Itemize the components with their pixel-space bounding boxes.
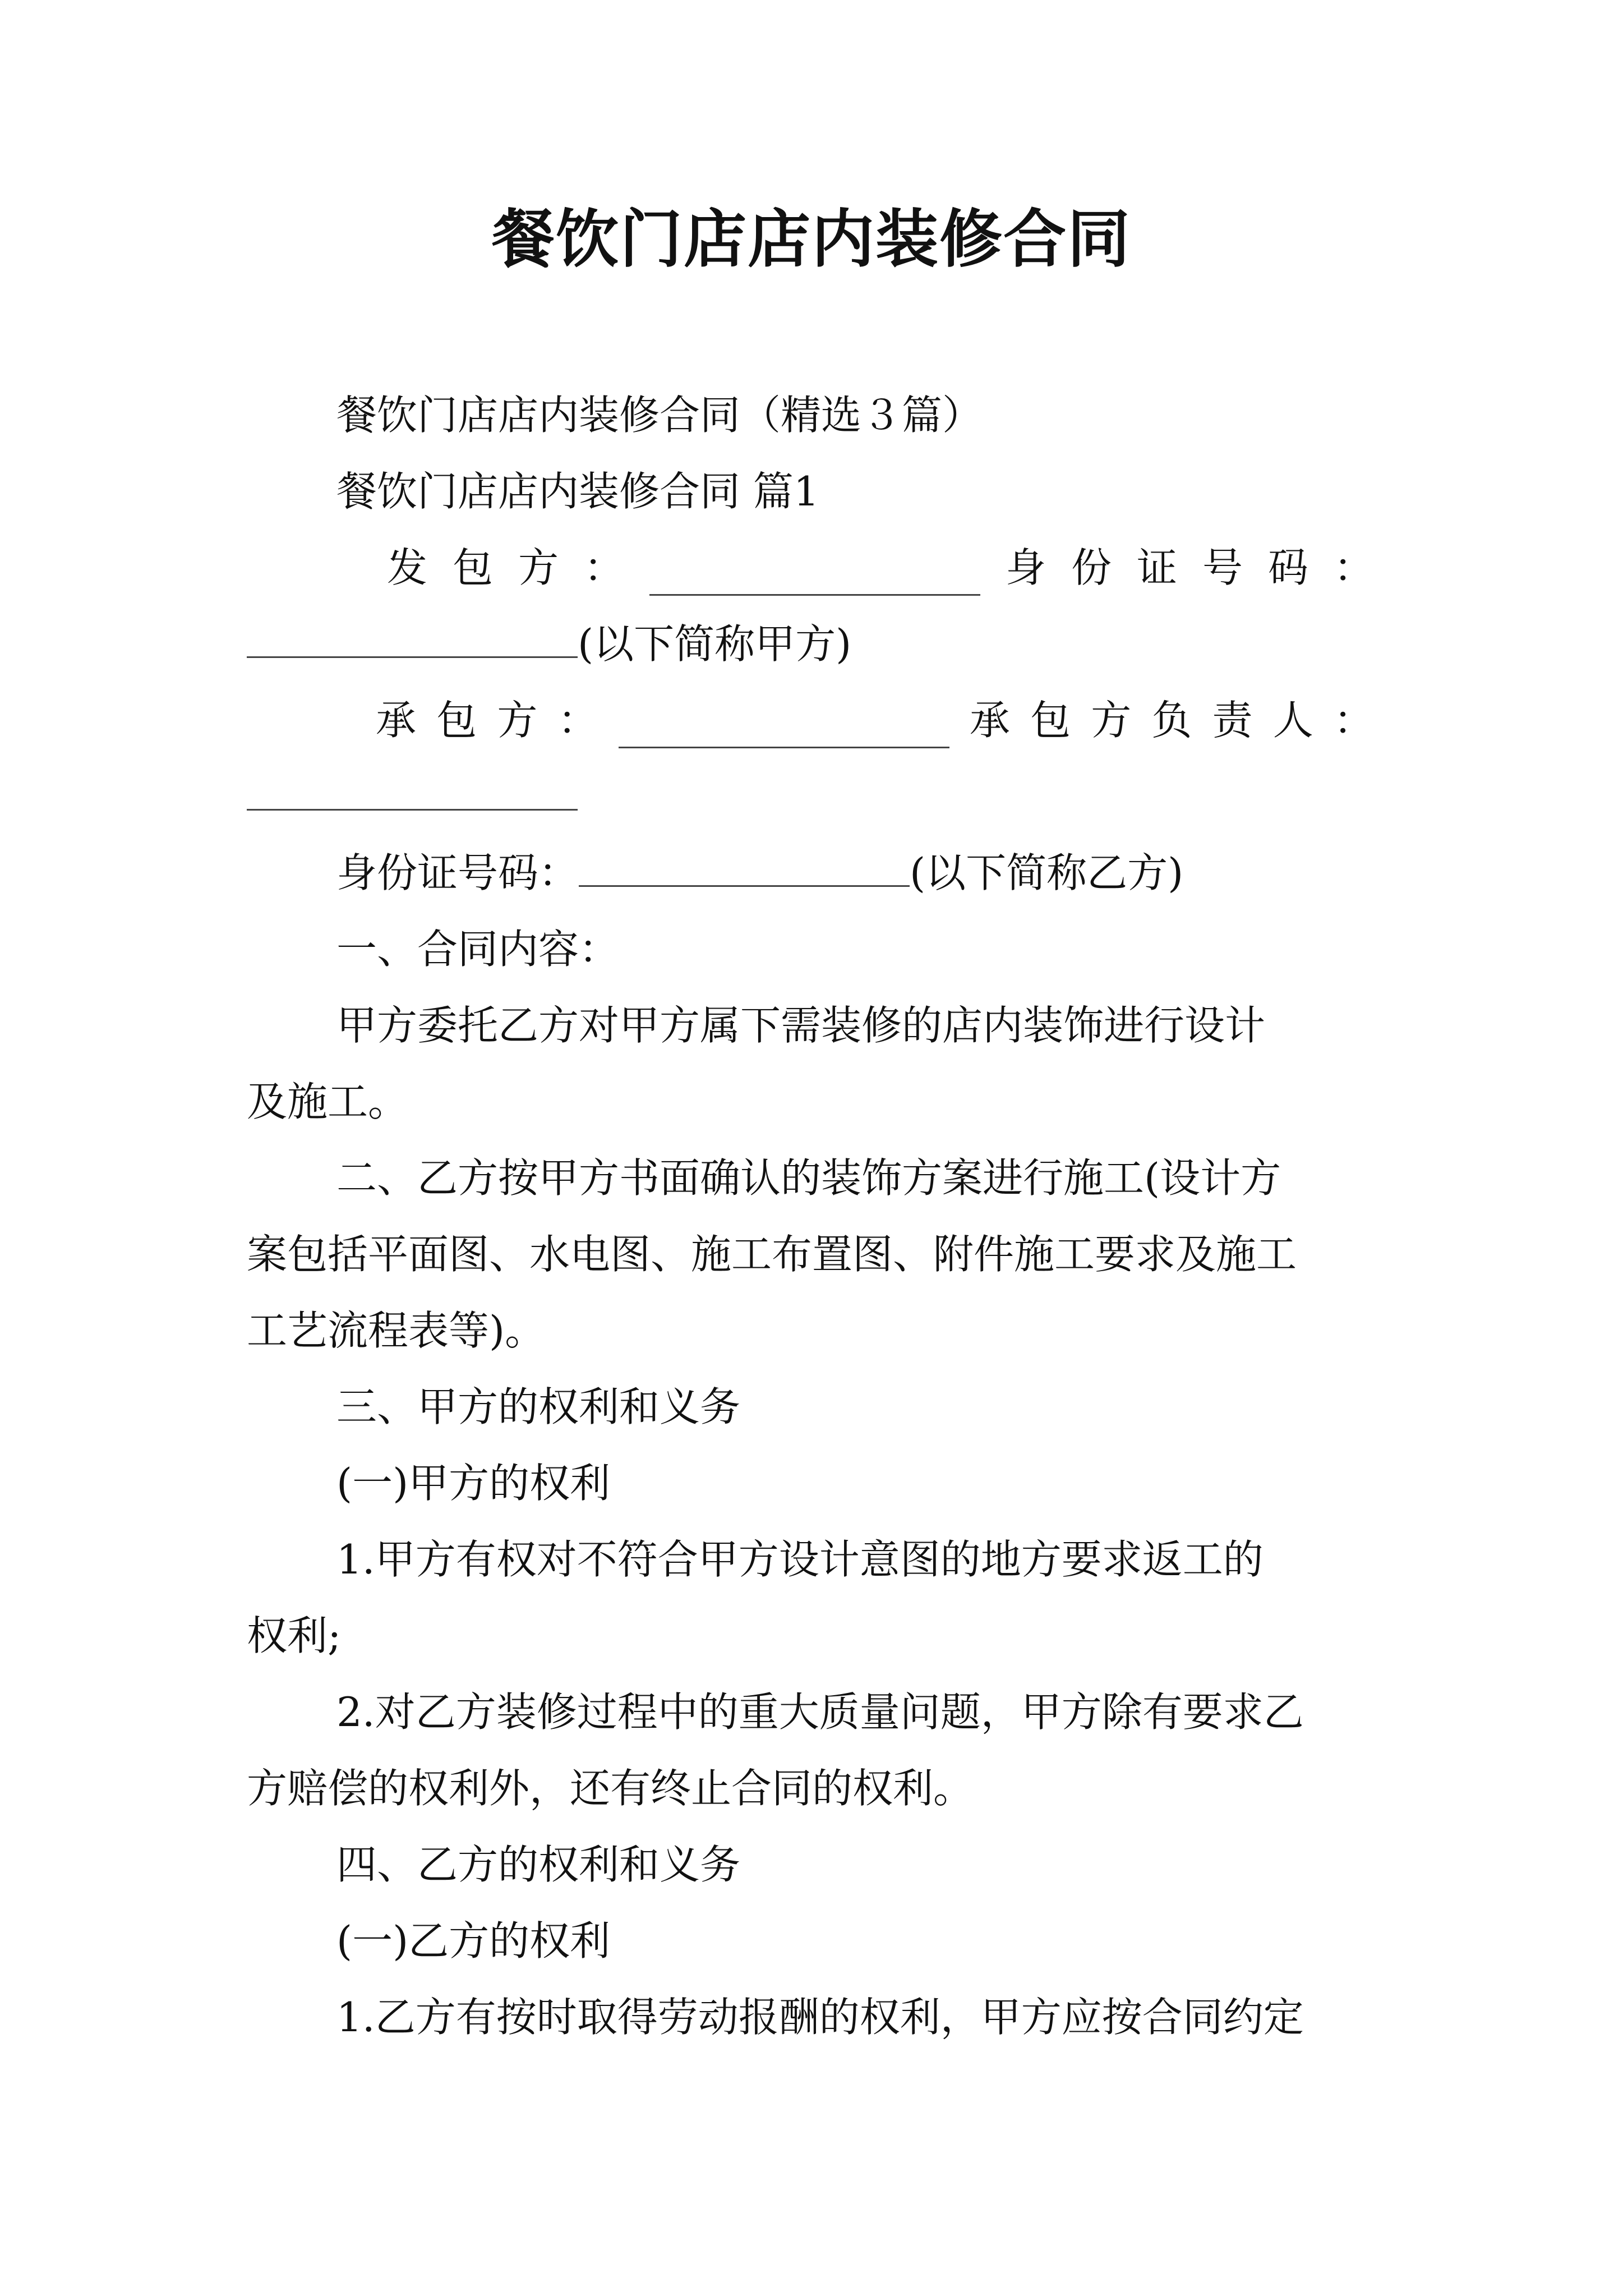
party-b-rep-label-char: 责 bbox=[1212, 697, 1253, 744]
paragraph-line: 工艺流程表等)。 bbox=[247, 1307, 546, 1354]
party-b-rep-label-char: 方 bbox=[1091, 697, 1132, 744]
section-heading: 餐饮门店店内装修合同 篇1 bbox=[336, 468, 819, 515]
paragraph-line: (一)甲方的权利 bbox=[336, 1460, 611, 1507]
paragraph-line: 及施工。 bbox=[247, 1078, 409, 1125]
document-title: 餐饮门店店内装修合同 bbox=[492, 203, 1131, 276]
paragraph-line: 甲方委托乙方对甲方属下需装修的店内装饰进行设计 bbox=[336, 1002, 1266, 1049]
party-b-rep-line bbox=[247, 769, 578, 825]
paragraph-line: 四、乙方的权利和义务 bbox=[336, 1841, 741, 1888]
party-b-label-char: 包 bbox=[436, 697, 477, 744]
document-subtitle: 餐饮门店店内装修合同（精选３篇） bbox=[336, 392, 983, 439]
party-b-rep-label-char: 承 bbox=[969, 697, 1010, 744]
party-a-id-label-char: 码 bbox=[1267, 544, 1308, 591]
party-b-rep-blank bbox=[247, 770, 578, 811]
party-a-id-line bbox=[247, 616, 851, 672]
party-b-name-blank bbox=[619, 707, 949, 748]
party-a-id-label-char: 号 bbox=[1202, 544, 1243, 591]
party-b-id-label: 身份证号码： bbox=[336, 849, 579, 896]
party-a-label-char: 发 bbox=[387, 544, 428, 591]
party-b-label-char: 方 bbox=[497, 697, 538, 744]
party-b-rep-label-char: 包 bbox=[1030, 697, 1071, 744]
paragraph-line: (一)乙方的权利 bbox=[336, 1917, 611, 1964]
paragraph-line: 一、合同内容： bbox=[336, 926, 620, 973]
paragraph-line: 方赔偿的权利外，还有终止合同的权利。 bbox=[247, 1765, 974, 1812]
paragraph-line: 案包括平面图、水电图、施工布置图、附件施工要求及施工 bbox=[247, 1231, 1297, 1278]
paragraph-line: 1.乙方有按时取得劳动报酬的权利，甲方应按合同约定 bbox=[336, 1994, 1304, 2041]
paragraph-line: 权利; bbox=[247, 1612, 342, 1659]
party-b-rep-label-char: 人 bbox=[1272, 697, 1313, 744]
party-b-label-char: ： bbox=[557, 697, 598, 744]
party-a-abbr: (以下简称甲方) bbox=[578, 620, 852, 668]
party-a-id-blank bbox=[247, 617, 578, 658]
party-b-abbr: (以下简称乙方) bbox=[910, 849, 1184, 896]
party-a-id-label-char: ： bbox=[1333, 544, 1374, 591]
party-b-id-blank bbox=[579, 846, 910, 887]
party-b-row bbox=[376, 692, 1374, 748]
party-a-label-char: 方 bbox=[518, 544, 559, 591]
party-b-rep-label-char: ： bbox=[1333, 697, 1374, 744]
party-b-label-char: 承 bbox=[376, 697, 417, 744]
paragraph-line: 2.对乙方装修过程中的重大质量问题，甲方除有要求乙 bbox=[336, 1688, 1304, 1736]
party-a-row bbox=[387, 540, 1374, 596]
party-a-id-label-char: 份 bbox=[1071, 544, 1112, 591]
party-a-label-char: 包 bbox=[453, 544, 494, 591]
paragraph-line: 1.甲方有权对不符合甲方设计意图的地方要求返工的 bbox=[336, 1536, 1264, 1583]
party-b-rep-label-char: 负 bbox=[1151, 697, 1192, 744]
party-a-id-label-char: 身 bbox=[1005, 544, 1046, 591]
party-a-name-blank bbox=[649, 555, 980, 596]
paragraph-line: 三、甲方的权利和义务 bbox=[336, 1383, 741, 1430]
party-b-id-line bbox=[336, 845, 1183, 901]
paragraph-line: 二、乙方按甲方书面确认的装饰方案进行施工(设计方 bbox=[336, 1154, 1281, 1202]
party-a-label-char: ： bbox=[584, 544, 625, 591]
party-a-id-label-char: 证 bbox=[1136, 544, 1177, 591]
